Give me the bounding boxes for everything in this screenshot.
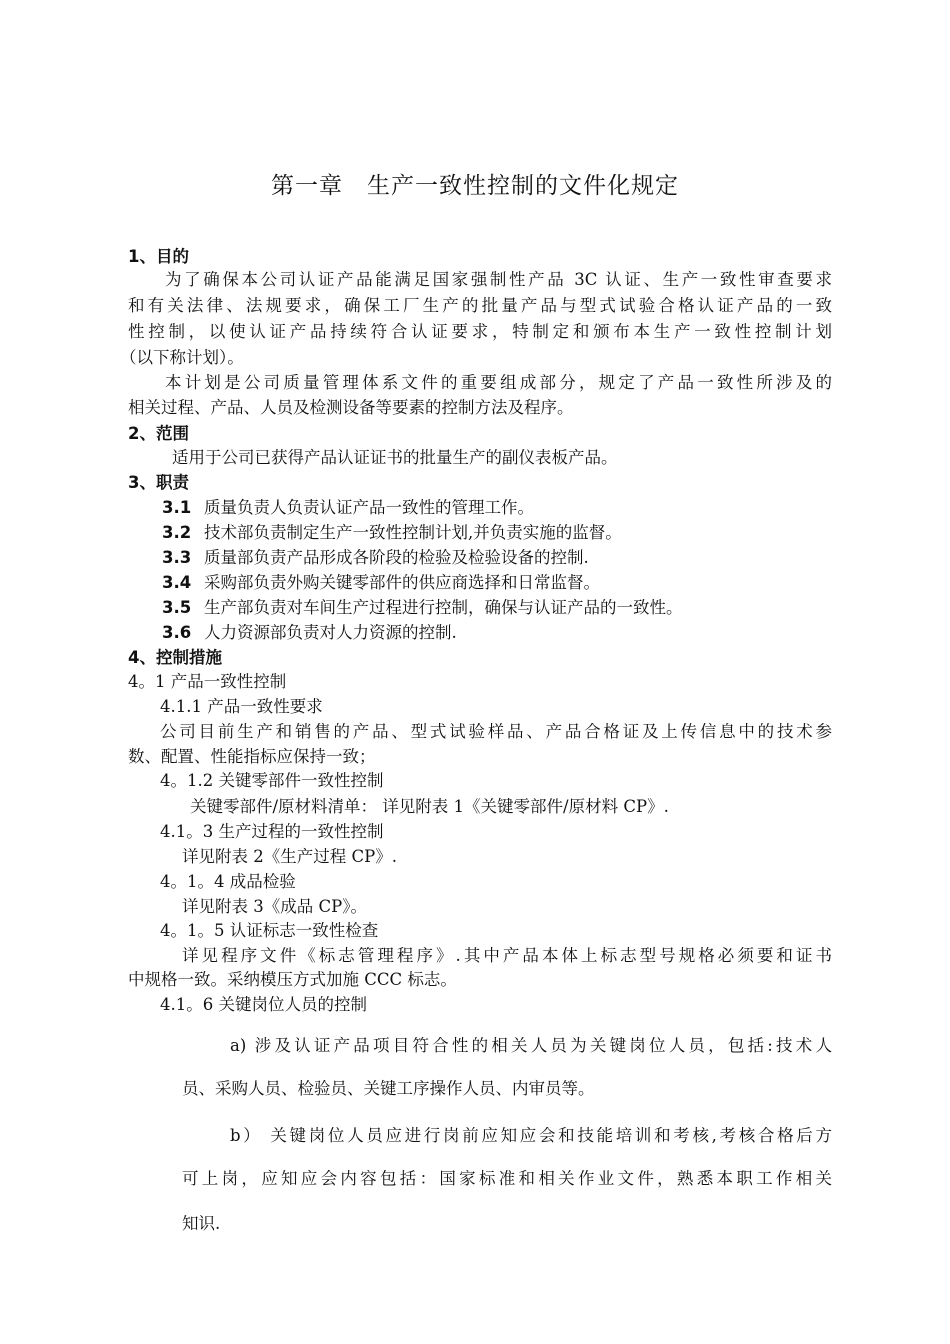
- item-text: 人力资源部负责对人力资源的控制.: [204, 623, 457, 642]
- requirement-line-2: 数、配置、性能指标应保持一致；: [128, 747, 376, 766]
- item-text: 技术部负责制定生产一致性控制计划,并负责实施的监督。: [204, 523, 622, 542]
- section-1-heading: 1、目的: [128, 247, 189, 266]
- requirement-line-1: 公司目前生产和销售的产品、型式试验样品、产品合格证及上传信息中的技术参: [160, 722, 832, 741]
- personnel-b-line-2: 可上岗，应知应会内容包括：国家标准和相关作业文件，熟悉本职工作相关: [182, 1169, 832, 1188]
- item-text: 采购部负责外购关键零部件的供应商选择和日常监督。: [204, 573, 600, 592]
- responsibility-item: [162, 596, 683, 620]
- item-text: 质量负责人负责认证产品一致性的管理工作。: [204, 498, 534, 517]
- responsibility-item: [162, 621, 457, 645]
- personnel-b-line-3: 知识.: [182, 1214, 221, 1233]
- chapter-title: 第一章 生产一致性控制的文件化规定: [271, 173, 679, 199]
- section-2-heading: 2、范围: [128, 424, 189, 443]
- item-number: 3.4: [162, 573, 192, 592]
- responsibility-item: [162, 521, 622, 545]
- subsection-4-1-6: 4.1。6 关键岗位人员的控制: [160, 995, 367, 1014]
- purpose-line-2: 和有关法律、法规要求，确保工厂生产的批量产品与型式试验合格认证产品的一致: [128, 296, 832, 315]
- purpose-line-1: 为了确保本公司认证产品能满足国家强制性产品 3C 认证、生产一致性审查要求: [165, 270, 832, 289]
- personnel-a-line-2: 员、采购人员、检验员、关键工序操作人员、内审员等。: [182, 1079, 595, 1098]
- item-text: 质量部负责产品形成各阶段的检验及检验设备的控制.: [204, 548, 589, 567]
- section-4-heading: 4、控制措施: [128, 648, 222, 667]
- subsection-4-1-2: 4。1.2 关键零部件一致性控制: [160, 771, 384, 790]
- subsection-4-1-5: 4。1。5 认证标志一致性检查: [160, 921, 379, 940]
- section-3-heading: 3、职责: [128, 473, 189, 492]
- purpose-line-6: 相关过程、产品、人员及检测设备等要素的控制方法及程序。: [128, 398, 574, 417]
- marking-line-1: 详见程序文件《标志管理程序》.其中产品本体上标志型号规格必须要和证书: [182, 946, 832, 965]
- personnel-a-line-1: a) 涉及认证产品项目符合性的相关人员为关键岗位人员，包括:技术人: [230, 1036, 832, 1055]
- item-text: 生产部负责对车间生产过程进行控制，确保与认证产品的一致性。: [204, 598, 683, 617]
- key-parts-text: 关键零部件/原材料清单： 详见附表 1《关键零部件/原材料 CP》.: [190, 797, 669, 816]
- personnel-b-line-1: b） 关键岗位人员应进行岗前应知应会和技能培训和考核,考核合格后方: [230, 1126, 832, 1145]
- item-number: 3.1: [162, 498, 192, 517]
- subsection-4-1: 4。1 产品一致性控制: [128, 672, 287, 691]
- marking-line-2: 中规格一致。采纳模压方式加施 CCC 标志。: [128, 970, 457, 989]
- item-number: 3.6: [162, 623, 192, 642]
- item-number: 3.3: [162, 548, 192, 567]
- responsibility-item: [162, 571, 600, 595]
- subsection-4-1-1: 4.1.1 产品一致性要求: [160, 697, 323, 716]
- responsibility-item: [162, 496, 534, 520]
- inspection-text: 详见附表 3《成品 CP》。: [182, 897, 367, 916]
- responsibility-item: [162, 546, 589, 570]
- purpose-line-3: 性控制，以使认证产品持续符合认证要求，特制定和颁布本生产一致性控制计划: [128, 322, 832, 341]
- process-text: 详见附表 2《生产过程 CP》.: [182, 847, 397, 866]
- purpose-line-4: （以下称计划）。: [120, 348, 244, 367]
- subsection-4-1-3: 4.1。3 生产过程的一致性控制: [160, 822, 384, 841]
- item-number: 3.5: [162, 598, 192, 617]
- item-number: 3.2: [162, 523, 192, 542]
- purpose-line-5: 本计划是公司质量管理体系文件的重要组成部分，规定了产品一致性所涉及的: [165, 373, 832, 392]
- subsection-4-1-4: 4。1。4 成品检验: [160, 872, 296, 891]
- scope-text: 适用于公司已获得产品认证证书的批量生产的副仪表板产品。: [172, 448, 618, 467]
